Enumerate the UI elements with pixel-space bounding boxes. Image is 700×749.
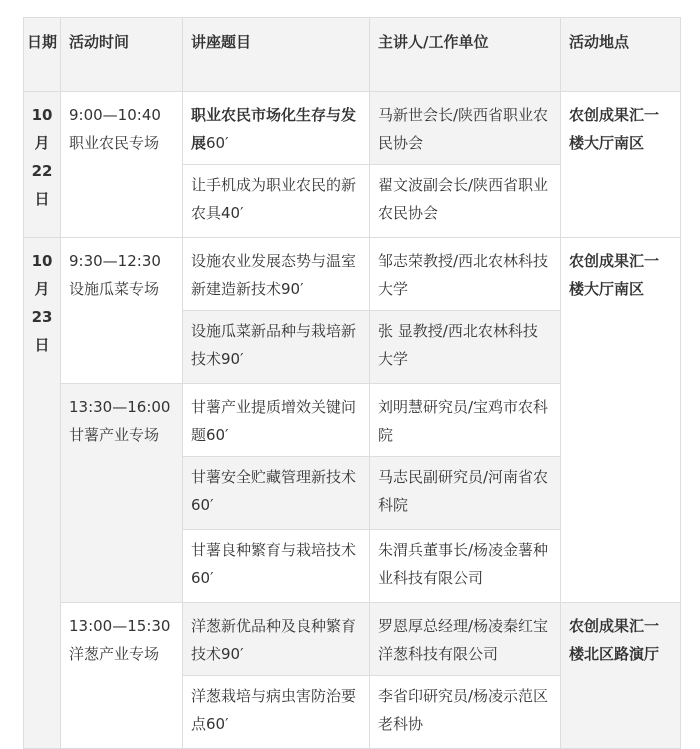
lecture-topic: 洋葱栽培与病虫害防治要点60′ [183, 676, 370, 749]
session-time-cell [61, 603, 183, 749]
lecture-speaker: 翟文波副会长/陕西省职业农民协会 [370, 165, 561, 238]
table-row [24, 238, 681, 311]
table-row [24, 92, 681, 165]
header-topic: 讲座题目 [183, 18, 370, 92]
lecture-topic: 设施瓜菜新品种与栽培新技术90′ [183, 311, 370, 384]
session-time: 9:30—12:30 [69, 252, 161, 270]
lecture-topic: 甘薯安全贮藏管理新技术60′ [183, 457, 370, 530]
lecture-topic: 甘薯良种繁育与栽培技术60′ [183, 530, 370, 603]
date-cell [24, 92, 61, 238]
lecture-topic: 让手机成为职业农民的新农具40′ [183, 165, 370, 238]
date-part: 10 [31, 106, 53, 124]
lecture-topic: 洋葱新优品种及良种繁育技术90′ [183, 603, 370, 676]
session-time-cell [61, 92, 183, 238]
lecture-schedule-table [23, 17, 681, 749]
lecture-topic-bold: 职业农民市场化生存与发展 [191, 106, 357, 152]
date-cell [24, 238, 61, 749]
date-part: 月 [34, 134, 50, 152]
date-part: 22 [31, 162, 53, 180]
session-name: 设施瓜菜专场 [69, 280, 160, 298]
session-name: 甘薯产业专场 [69, 426, 160, 444]
header-time: 活动时间 [61, 18, 183, 92]
lecture-duration: 60′ [206, 134, 229, 152]
date-part: 23 [31, 308, 53, 326]
lecture-speaker: 刘明慧研究员/宝鸡市农科院 [370, 384, 561, 457]
date-part: 日 [34, 336, 50, 354]
lecture-speaker: 马志民副研究员/河南省农科院 [370, 457, 561, 530]
lecture-speaker: 朱渭兵董事长/杨凌金薯种业科技有限公司 [370, 530, 561, 603]
header-location: 活动地点 [561, 18, 681, 92]
session-time-cell [61, 238, 183, 384]
location-cell: 农创成果汇一楼大厅南区 [561, 92, 681, 238]
header-speaker: 主讲人/工作单位 [370, 18, 561, 92]
table-row [24, 603, 681, 676]
session-time: 13:30—16:00 [69, 398, 171, 416]
date-part: 日 [34, 190, 50, 208]
lecture-speaker: 罗恩厚总经理/杨凌秦红宝洋葱科技有限公司 [370, 603, 561, 676]
session-name: 洋葱产业专场 [69, 645, 160, 663]
lecture-topic: 甘薯产业提质增效关键问题60′ [183, 384, 370, 457]
lecture-speaker: 李省印研究员/杨凌示范区老科协 [370, 676, 561, 749]
lecture-speaker: 马新世会长/陕西省职业农民协会 [370, 92, 561, 165]
location-cell: 农创成果汇一楼大厅南区 [561, 238, 681, 603]
date-part: 月 [34, 280, 50, 298]
lecture-topic: 设施农业发展态势与温室新建造新技术90′ [183, 238, 370, 311]
session-time-cell [61, 384, 183, 603]
lecture-topic [183, 92, 370, 165]
session-time: 9:00—10:40 [69, 106, 161, 124]
lecture-speaker: 张 显教授/西北农林科技大学 [370, 311, 561, 384]
date-part: 10 [31, 252, 53, 270]
location-cell: 农创成果汇一楼北区路演厅 [561, 603, 681, 749]
session-name: 职业农民专场 [69, 134, 160, 152]
session-time: 13:00—15:30 [69, 617, 171, 635]
lecture-speaker: 邹志荣教授/西北农林科技大学 [370, 238, 561, 311]
header-date [24, 18, 61, 92]
header-row [24, 18, 681, 92]
header-date-text: 日期 [26, 33, 57, 51]
